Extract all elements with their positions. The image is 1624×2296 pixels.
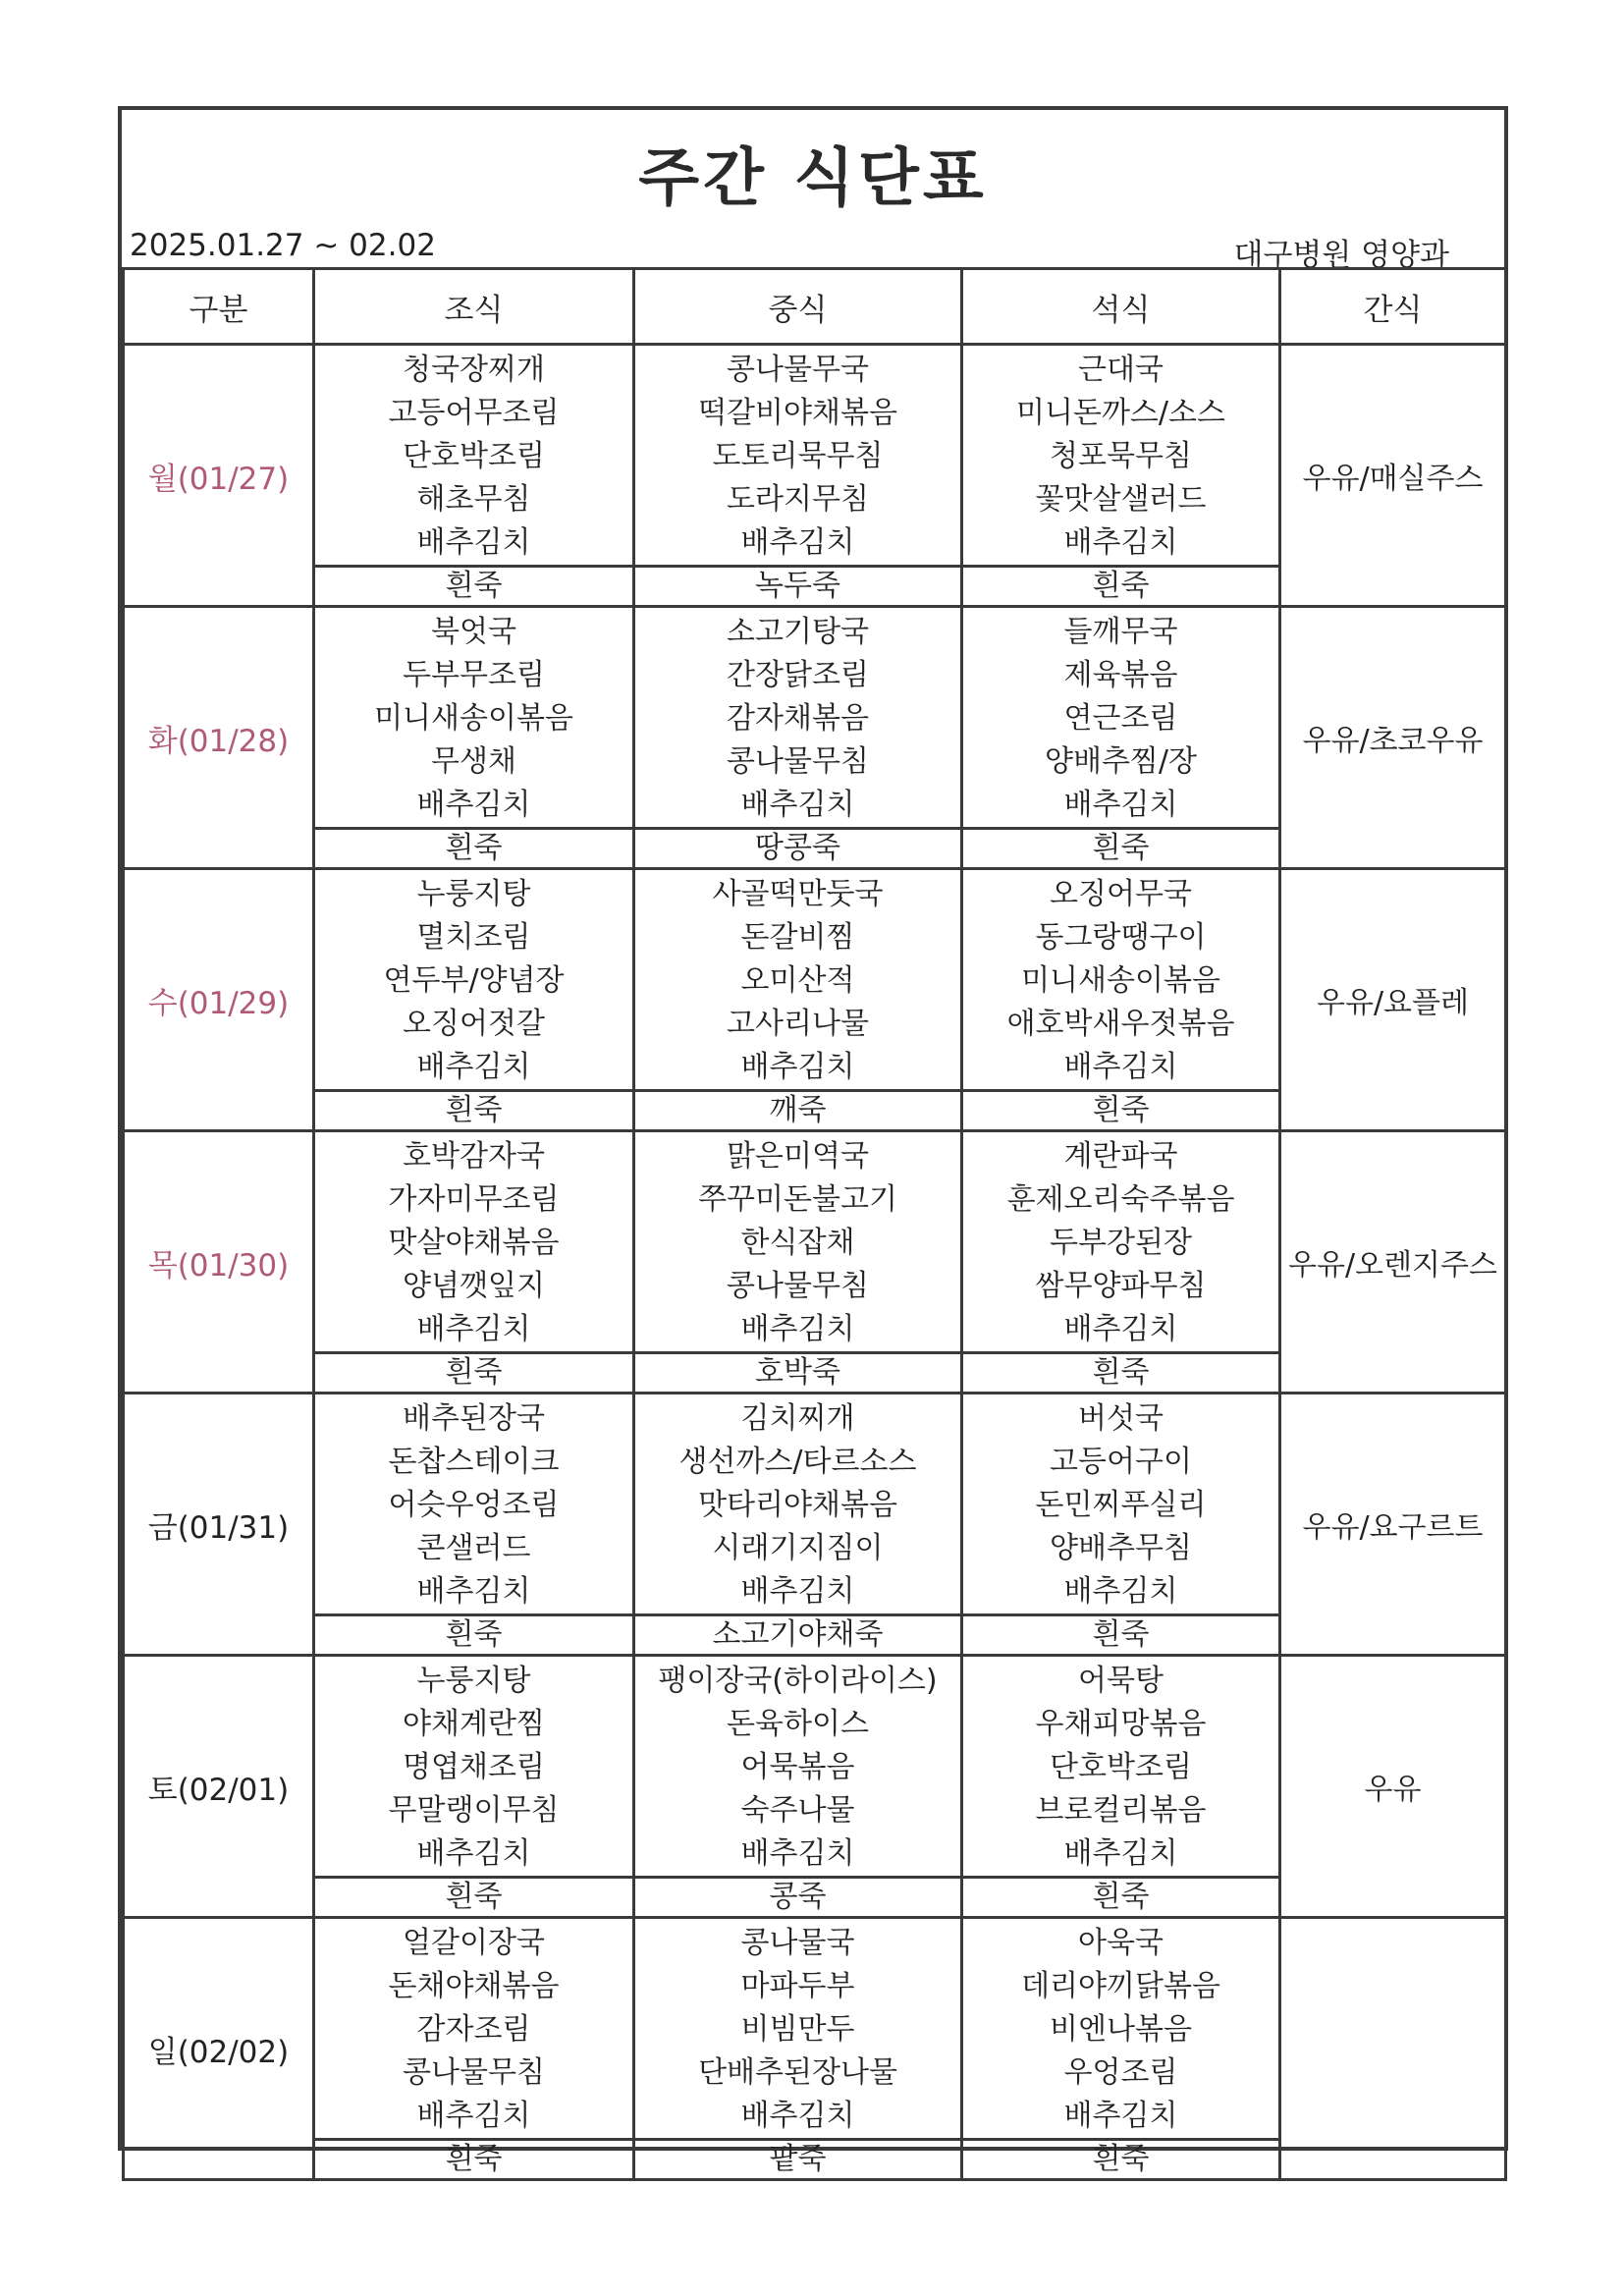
- dish-item: 돈찹스테이크: [388, 1444, 560, 1479]
- dish-item: 데리야끼닭볶음: [1021, 1968, 1220, 2003]
- dish-item: 배추김치: [740, 1573, 855, 1609]
- porridge-cell: 흰죽: [962, 1878, 1280, 1918]
- header-lunch: 중식: [634, 269, 962, 345]
- dish-item: 북엇국: [431, 614, 516, 649]
- dish-item: 돈민찌푸실리: [1035, 1487, 1207, 1522]
- dish-item: 한식잡채: [740, 1225, 855, 1260]
- breakfast-cell: [314, 869, 634, 1091]
- day-row: [124, 1131, 1506, 1353]
- dinner-cell: [962, 1656, 1280, 1878]
- porridge-cell: 흰죽: [314, 1878, 634, 1918]
- dish-item: 배추김치: [1063, 2098, 1178, 2133]
- dinner-cell: [962, 869, 1280, 1091]
- dish-item: 버섯국: [1078, 1400, 1164, 1436]
- dish-item: 쭈꾸미돈불고기: [698, 1181, 897, 1217]
- snack-cell: 우유/요구르트: [1280, 1394, 1506, 1656]
- day-label: 토(02/01): [124, 1656, 314, 1918]
- porridge-cell: 흰죽: [962, 1615, 1280, 1656]
- dish-item: 어묵탕: [1078, 1663, 1164, 1698]
- day-row: [124, 1656, 1506, 1878]
- header-breakfast: 조식: [314, 269, 634, 345]
- dish-item: 아욱국: [1078, 1925, 1164, 1960]
- dish-item: 어슷우엉조림: [388, 1487, 560, 1522]
- porridge-cell: 깨죽: [634, 1091, 962, 1131]
- dish-item: 양배추무침: [1050, 1530, 1192, 1565]
- dish-item: 팽이장국(하이라이스): [658, 1663, 938, 1698]
- dish-item: 두부강된장: [1050, 1225, 1192, 1260]
- dish-item: 계란파국: [1063, 1138, 1178, 1174]
- dish-item: 돈갈비찜: [740, 919, 855, 955]
- dish-item: 배추김치: [740, 1835, 855, 1871]
- dish-item: 배추김치: [1063, 1049, 1178, 1084]
- dish-item: 콘샐러드: [416, 1530, 531, 1565]
- dish-item: 배추김치: [416, 787, 531, 822]
- dish-item: 배추김치: [740, 1049, 855, 1084]
- dish-item: 꽃맛살샐러드: [1035, 481, 1207, 517]
- dinner-cell: [962, 345, 1280, 567]
- dish-item: 가자미무조림: [388, 1181, 560, 1217]
- dish-item: 배추김치: [1063, 524, 1178, 560]
- dish-item: 쌈무양파무침: [1035, 1268, 1207, 1303]
- dish-item: 콩나물무침: [727, 1268, 869, 1303]
- dish-item: 명엽채조림: [403, 1749, 545, 1784]
- dish-item: 고등어구이: [1050, 1444, 1192, 1479]
- dish-item: 배추김치: [1063, 787, 1178, 822]
- dish-item: 배추김치: [416, 1311, 531, 1346]
- page-title: 주간 식단표: [638, 142, 988, 215]
- day-label: 금(01/31): [124, 1394, 314, 1656]
- dish-item: 콩나물무침: [403, 2054, 545, 2090]
- dish-item: 우채피망볶음: [1035, 1706, 1207, 1741]
- dish-item: 단호박조림: [403, 438, 545, 473]
- day-label: 목(01/30): [124, 1131, 314, 1394]
- dish-item: 배추김치: [1063, 1311, 1178, 1346]
- dish-item: 콩나물무침: [727, 743, 869, 779]
- porridge-cell: 땅콩죽: [634, 829, 962, 869]
- dish-item: 배추김치: [416, 1835, 531, 1871]
- dish-item: 콩나물무국: [727, 352, 869, 387]
- breakfast-cell: [314, 1131, 634, 1353]
- dish-item: 돈채야채볶음: [388, 1968, 560, 2003]
- day-row: [124, 869, 1506, 1091]
- breakfast-cell: [314, 607, 634, 829]
- porridge-cell: 흰죽: [962, 1091, 1280, 1131]
- dish-item: 배추된장국: [403, 1400, 545, 1436]
- dish-item: 양념깻잎지: [403, 1268, 545, 1303]
- dish-item: 오징어무국: [1050, 876, 1192, 911]
- weekly-menu-table: [122, 267, 1507, 2181]
- breakfast-cell: [314, 345, 634, 567]
- lunch-cell: [634, 1394, 962, 1615]
- day-row: [124, 1394, 1506, 1615]
- dish-item: 청포묵무침: [1050, 438, 1192, 473]
- dish-item: 마파두부: [740, 1968, 855, 2003]
- dish-item: 배추김치: [416, 1049, 531, 1084]
- dish-item: 떡갈비야채볶음: [698, 395, 897, 430]
- porridge-cell: 흰죽: [314, 1615, 634, 1656]
- dish-item: 청국장찌개: [403, 352, 545, 387]
- dish-item: 맑은미역국: [727, 1138, 869, 1174]
- dish-item: 미니돈까스/소스: [1016, 395, 1225, 430]
- dish-item: 미니새송이볶음: [374, 700, 573, 736]
- dish-item: 얼갈이장국: [403, 1925, 545, 1960]
- lunch-cell: [634, 607, 962, 829]
- dish-item: 어묵볶음: [740, 1749, 855, 1784]
- dish-item: 시래기지짐이: [712, 1530, 884, 1565]
- dish-item: 우엉조림: [1063, 2054, 1178, 2090]
- dish-item: 오미산적: [740, 962, 855, 998]
- dish-item: 맛살야채볶음: [388, 1225, 560, 1260]
- dish-item: 간장닭조림: [727, 657, 869, 692]
- porridge-cell: 흰죽: [314, 829, 634, 869]
- porridge-cell: 흰죽: [314, 567, 634, 607]
- dish-item: 단배추된장나물: [698, 2054, 897, 2090]
- dish-item: 숙주나물: [740, 1792, 855, 1828]
- porridge-cell: 흰죽: [314, 1353, 634, 1394]
- breakfast-cell: [314, 1656, 634, 1878]
- dish-item: 도토리묵무침: [712, 438, 884, 473]
- snack-cell: 우유: [1280, 1656, 1506, 1918]
- porridge-cell: 녹두죽: [634, 567, 962, 607]
- porridge-cell: 팥죽: [634, 2140, 962, 2180]
- dish-item: 사골떡만둣국: [712, 876, 884, 911]
- porridge-cell: 흰죽: [962, 829, 1280, 869]
- dish-item: 감자채볶음: [727, 700, 869, 736]
- dish-item: 김치찌개: [740, 1400, 855, 1436]
- breakfast-cell: [314, 1918, 634, 2140]
- dish-item: 근대국: [1078, 352, 1164, 387]
- dish-item: 오징어젓갈: [403, 1006, 545, 1041]
- dish-item: 콩나물국: [740, 1925, 855, 1960]
- dish-item: 해초무침: [416, 481, 531, 517]
- dish-item: 무말랭이무침: [388, 1792, 560, 1828]
- porridge-cell: 흰죽: [314, 2140, 634, 2180]
- dish-item: 고사리나물: [727, 1006, 869, 1041]
- porridge-cell: 흰죽: [962, 2140, 1280, 2180]
- dish-item: 호박감자국: [403, 1138, 545, 1174]
- lunch-cell: [634, 1656, 962, 1878]
- snack-cell: 우유/매실주스: [1280, 345, 1506, 607]
- dish-item: 누룽지탕: [416, 876, 531, 911]
- breakfast-cell: [314, 1394, 634, 1615]
- menu-sheet: [118, 106, 1508, 2176]
- dish-item: 배추김치: [740, 787, 855, 822]
- porridge-cell: 콩죽: [634, 1878, 962, 1918]
- dish-item: 소고기탕국: [727, 614, 869, 649]
- snack-cell: 우유/요플레: [1280, 869, 1506, 1131]
- dish-item: 연두부/양념장: [383, 962, 565, 998]
- lunch-cell: [634, 1918, 962, 2140]
- dish-item: 맛타리야채볶음: [698, 1487, 897, 1522]
- dish-item: 누룽지탕: [416, 1663, 531, 1698]
- dish-item: 돈육하이스: [727, 1706, 869, 1741]
- dish-item: 감자조림: [416, 2011, 531, 2047]
- lunch-cell: [634, 1131, 962, 1353]
- dish-item: 야채계란찜: [403, 1706, 545, 1741]
- dish-item: 제육볶음: [1063, 657, 1178, 692]
- dinner-cell: [962, 1394, 1280, 1615]
- day-label: 일(02/02): [124, 1918, 314, 2180]
- dish-item: 단호박조림: [1050, 1749, 1192, 1784]
- dish-item: 배추김치: [416, 524, 531, 560]
- porridge-cell: 흰죽: [962, 1353, 1280, 1394]
- dish-item: 브로컬리볶음: [1035, 1792, 1207, 1828]
- porridge-cell: 흰죽: [314, 1091, 634, 1131]
- dish-item: 배추김치: [740, 524, 855, 560]
- dish-item: 도라지무침: [727, 481, 869, 517]
- day-row: [124, 345, 1506, 567]
- snack-cell: [1280, 1918, 1506, 2180]
- day-row: [124, 1918, 1506, 2140]
- dish-item: 두부무조림: [403, 657, 545, 692]
- dish-item: 연근조림: [1063, 700, 1178, 736]
- header-row: [124, 269, 1506, 345]
- dish-item: 훈제오리숙주볶음: [1006, 1181, 1235, 1217]
- dish-item: 배추김치: [1063, 1835, 1178, 1871]
- dinner-cell: [962, 607, 1280, 829]
- dish-item: 들깨무국: [1063, 614, 1178, 649]
- dish-item: 애호박새우젓볶음: [1006, 1006, 1235, 1041]
- dish-item: 배추김치: [416, 2098, 531, 2133]
- day-label: 월(01/27): [124, 345, 314, 607]
- dish-item: 생선까스/타르소스: [678, 1444, 917, 1479]
- dish-item: 고등어무조림: [388, 395, 560, 430]
- header-category: 구분: [124, 269, 314, 345]
- porridge-cell: 소고기야채죽: [634, 1615, 962, 1656]
- dish-item: 양배추찜/장: [1044, 743, 1197, 779]
- header-snack: 간식: [1280, 269, 1506, 345]
- dish-item: 멸치조림: [416, 919, 531, 955]
- porridge-cell: 흰죽: [962, 567, 1280, 607]
- menu-body: [124, 345, 1506, 2180]
- dish-item: 배추김치: [1063, 1573, 1178, 1609]
- dinner-cell: [962, 1918, 1280, 2140]
- snack-cell: 우유/초코우유: [1280, 607, 1506, 869]
- dish-item: 배추김치: [740, 2098, 855, 2133]
- lunch-cell: [634, 869, 962, 1091]
- period-text: 2025.01.27 ~ 02.02: [130, 228, 436, 263]
- dish-item: 비엔나볶음: [1050, 2011, 1192, 2047]
- lunch-cell: [634, 345, 962, 567]
- day-label: 수(01/29): [124, 869, 314, 1131]
- department-text: 대구병원 영양과: [1233, 238, 1449, 273]
- porridge-cell: 호박죽: [634, 1353, 962, 1394]
- header-dinner: 석식: [962, 269, 1280, 345]
- dinner-cell: [962, 1131, 1280, 1353]
- dish-item: 무생채: [431, 743, 516, 779]
- dish-item: 동그랑땡구이: [1035, 919, 1207, 955]
- dish-item: 미니새송이볶음: [1021, 962, 1220, 998]
- dish-item: 비빔만두: [740, 2011, 855, 2047]
- dish-item: 배추김치: [416, 1573, 531, 1609]
- day-row: [124, 607, 1506, 829]
- day-label: 화(01/28): [124, 607, 314, 869]
- dish-item: 배추김치: [740, 1311, 855, 1346]
- snack-cell: 우유/오렌지주스: [1280, 1131, 1506, 1394]
